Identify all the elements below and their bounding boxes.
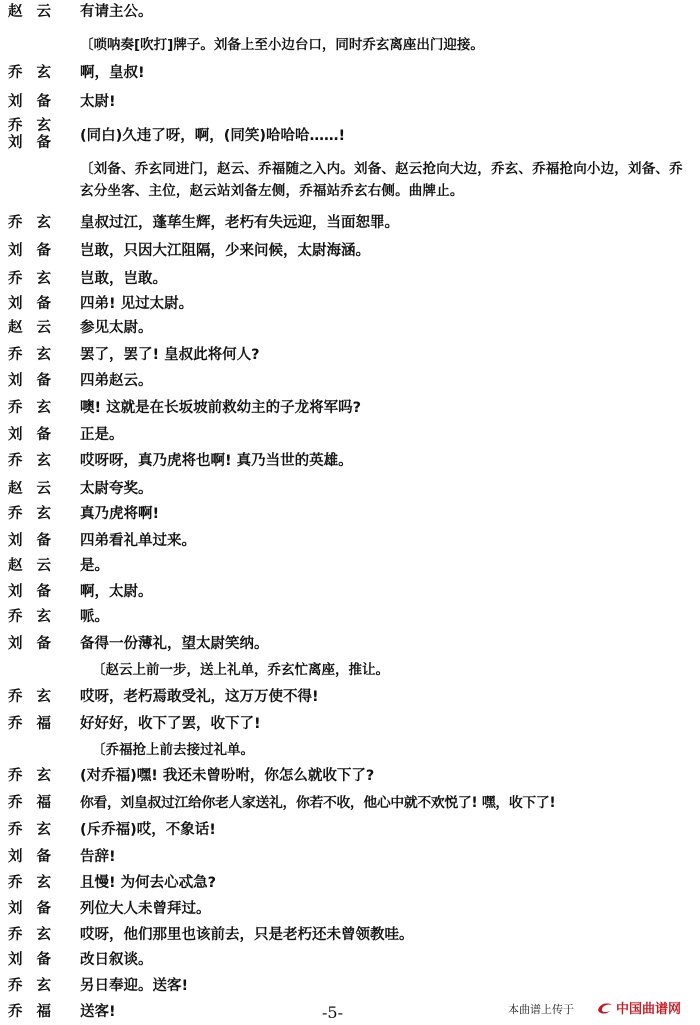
speech-text: 岂敢，只因大江阻隔，少来问候，太尉海涵。 xyxy=(80,243,370,259)
speech-text: 列位大人未曾拜过。 xyxy=(80,901,211,917)
speech-text: 噢! 这就是在长坂坡前救幼主的子龙将军吗? xyxy=(80,400,362,416)
speech-text: 四弟看礼单过来。 xyxy=(80,533,196,549)
speech-text: 告辞! xyxy=(80,849,116,865)
speech-text: 太尉夸奖。 xyxy=(80,481,153,497)
logo-text: 中国曲谱网 xyxy=(616,1002,682,1017)
speaker-name: 乔福 xyxy=(8,716,65,732)
speaker-name: 刘备 xyxy=(8,901,65,917)
speech-text: 皇叔过江，蓬荜生辉，老朽有失远迎，当面恕罪。 xyxy=(80,215,399,231)
speaker-name: 乔玄 xyxy=(8,822,65,838)
speaker-name: 乔玄 xyxy=(8,506,65,522)
stage-direction-text: 〔赵云上前一步，送上礼单，乔玄忙离座，推让。 xyxy=(92,662,389,678)
speech-text: 好好好，收下了罢，收下了! xyxy=(80,716,261,732)
speaker-name: 刘备 xyxy=(8,296,65,312)
stage-direction: 〔刘备、乔玄同进门，赵云、乔福随之入内。刘备、赵云抢向大边，乔玄、乔福抢向小边，刘备、乔玄分坐客、主位，赵云站刘备左侧，乔福站乔玄右侧。曲牌止。 xyxy=(80,161,683,199)
speaker-name: 乔玄 xyxy=(8,875,65,891)
speech-text: 啊，皇叔! xyxy=(80,65,145,81)
speech-text: 改日叙谈。 xyxy=(80,952,153,968)
speech-text: 你看，刘皇叔过江给你老人家送礼，你若不收，他心中就不欢悦了! 嘿，收下了! xyxy=(80,795,556,811)
stage-direction-text: 〔唢呐奏[吹打]牌子。刘备上至小边台口，同时乔玄离座出门迎接。 xyxy=(80,37,484,53)
speech-text: (对乔福)嘿! 我还未曾吩咐，你怎么就收下了? xyxy=(80,768,375,784)
speaker-name: 乔玄 xyxy=(8,927,65,943)
speaker-name: 乔玄 xyxy=(8,768,65,784)
speaker-name: 赵云 xyxy=(8,558,65,574)
speech-text: 送客! xyxy=(80,1004,116,1020)
speaker-name: 刘备 xyxy=(8,533,65,549)
speech-text: 罢了，罢了! 皇叔此将何人? xyxy=(80,347,260,363)
speaker-name: 乔玄 xyxy=(8,453,65,469)
speech-text: (斥乔福)哎，不象话! xyxy=(80,822,216,838)
speaker-name: 刘备 xyxy=(8,849,65,865)
speaker-name: 乔玄 xyxy=(8,347,65,363)
speech-text: 有请主公。 xyxy=(80,4,153,20)
speech-text: 啊，太尉。 xyxy=(80,584,153,600)
speaker-name: 刘备 xyxy=(8,135,65,151)
speaker-name: 乔玄 xyxy=(8,65,65,81)
speaker-name: 刘备 xyxy=(8,636,65,652)
speaker-name: 乔玄 xyxy=(8,215,65,231)
upload-note: 本曲谱上传于 xyxy=(508,1003,574,1016)
speech-text: 哎呀呀，真乃虎将也啊! 真乃当世的英雄。 xyxy=(80,453,353,469)
speech-text: 是。 xyxy=(80,558,109,574)
speaker-name: 刘备 xyxy=(8,94,65,110)
speech-text: 另日奉迎。送客! xyxy=(80,978,189,994)
speech-text: 岂敢，岂敢。 xyxy=(80,271,167,287)
speech-text: 正是。 xyxy=(80,427,124,443)
speech-text: 参见太尉。 xyxy=(80,320,153,336)
speech-text: 太尉! xyxy=(80,94,116,110)
speech-text: 四弟! 见过太尉。 xyxy=(80,296,194,312)
speaker-name: 乔玄 xyxy=(8,978,65,994)
speaker-name: 乔福 xyxy=(8,1004,65,1020)
speaker-name: 乔福 xyxy=(8,795,65,811)
dialogue-line-joint xyxy=(0,117,700,157)
speaker-name: 刘备 xyxy=(8,427,65,443)
speaker-name: 刘备 xyxy=(8,584,65,600)
speaker-name: 赵云 xyxy=(8,481,65,497)
speech-text: 且慢! 为何去心忒急? xyxy=(80,875,217,891)
speaker-name: 刘备 xyxy=(8,952,65,968)
speaker-name: 乔玄 xyxy=(8,609,65,625)
page-number: -5- xyxy=(322,1003,343,1022)
speech-text: 哌。 xyxy=(80,609,109,625)
speaker-name: 赵云 xyxy=(8,320,65,336)
speech-text: (同白)久违了呀，啊，(同笑)哈哈哈……! xyxy=(80,128,346,144)
speaker-name: 刘备 xyxy=(8,373,65,389)
speaker-name: 乔玄 xyxy=(8,271,65,287)
stage-direction-text: 〔乔福抢上前去接过礼单。 xyxy=(92,742,254,758)
speaker-name: 赵云 xyxy=(8,4,65,20)
speaker-name: 乔玄 xyxy=(8,689,65,705)
logo-swirl-icon xyxy=(596,1001,614,1015)
speech-text: 四弟赵云。 xyxy=(80,373,153,389)
speech-text: 哎呀，老朽焉敢受礼，这万万使不得! xyxy=(80,689,319,705)
speech-text: 哎呀，他们那里也该前去，只是老朽还未曾领教哇。 xyxy=(80,927,414,943)
speaker-name: 刘备 xyxy=(8,243,65,259)
speaker-name: 乔玄 xyxy=(8,118,65,134)
site-logo[interactable] xyxy=(596,998,681,1017)
speech-text: 备得一份薄礼，望太尉笑纳。 xyxy=(80,636,269,652)
speaker-name: 乔玄 xyxy=(8,400,65,416)
speech-text: 真乃虎将啊! xyxy=(80,506,160,522)
